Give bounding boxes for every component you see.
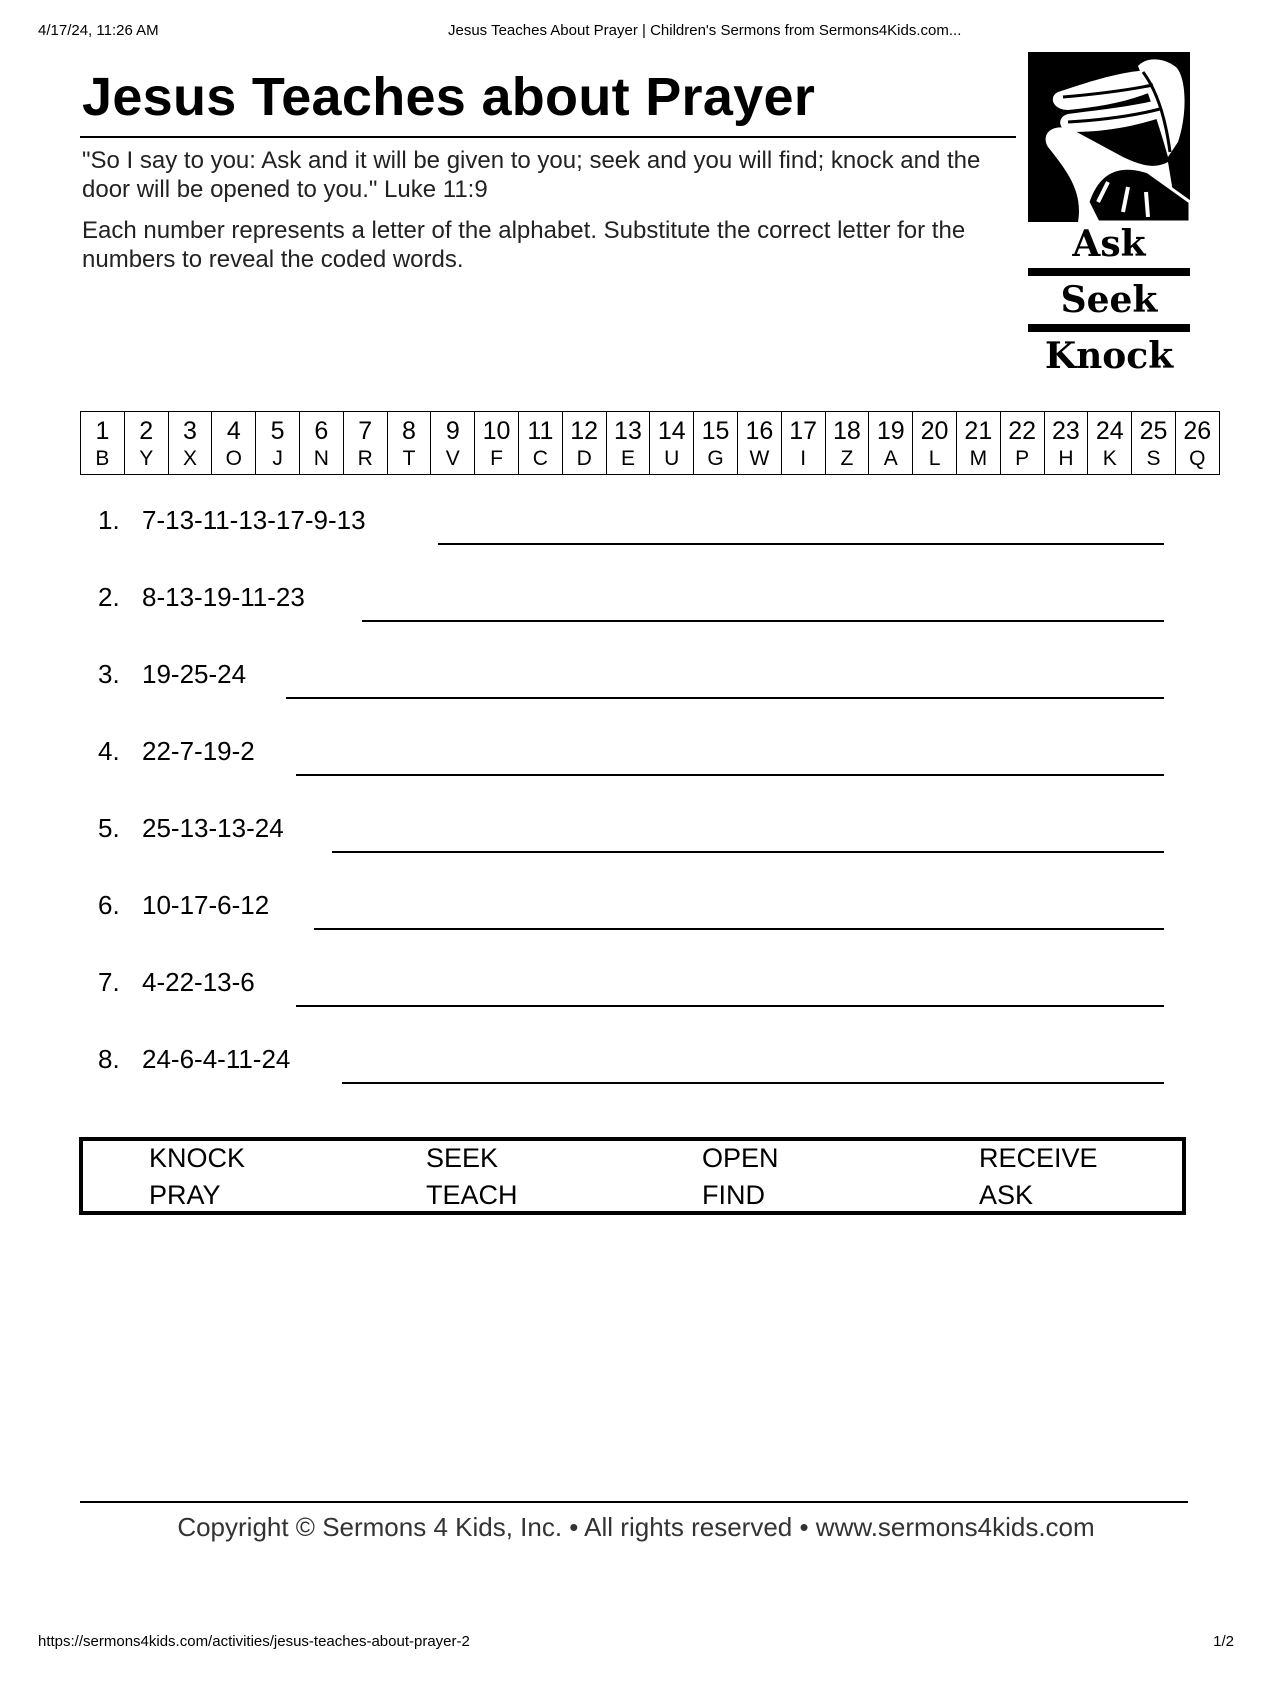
- cipher-letter: Y: [139, 447, 154, 470]
- cipher-cell: [475, 412, 519, 475]
- cipher-number: 10: [482, 417, 511, 445]
- copyright-notice: Copyright © Sermons 4 Kids, Inc. • All rights reserved • www.sermons4kids.com: [177, 1512, 1095, 1542]
- cipher-letter: G: [707, 447, 724, 470]
- cipher-number: 3: [183, 417, 197, 445]
- word-bank-item: FIND: [702, 1180, 765, 1210]
- puzzle-code: 25-13-13-24: [142, 813, 284, 843]
- cipher-letter: H: [1058, 447, 1074, 470]
- cipher-letter: O: [225, 447, 242, 470]
- puzzle-item: [98, 967, 1164, 1007]
- puzzle-code: 8-13-19-11-23: [142, 582, 305, 612]
- cipher-letter: C: [532, 447, 548, 470]
- cipher-cell: [81, 412, 125, 475]
- cipher-number: 2: [139, 417, 154, 445]
- cipher-cell: [737, 412, 781, 475]
- puzzle-item: [98, 1044, 1164, 1084]
- cipher-number: 18: [833, 417, 861, 445]
- cipher-number: 11: [527, 417, 554, 445]
- cipher-cell: [562, 412, 606, 475]
- puzzle-code: 22-7-19-2: [142, 736, 255, 766]
- puzzle-number: 7.: [98, 967, 120, 997]
- cipher-number: 19: [876, 417, 905, 445]
- puzzle-item: [98, 659, 1164, 699]
- cipher-number: 5: [270, 417, 285, 445]
- cipher-cell: [1000, 412, 1044, 475]
- title-divider: [80, 136, 1016, 138]
- puzzle-code: 10-17-6-12: [142, 890, 270, 920]
- puzzle-number: 4.: [98, 736, 120, 766]
- cipher-letter: X: [182, 447, 197, 470]
- print-page-title: Jesus Teaches About Prayer | Children's Sermons from Sermons4Kids.com...: [448, 22, 962, 39]
- cipher-cell: [913, 412, 957, 475]
- puzzle-number: 8.: [98, 1044, 120, 1074]
- logo-word-knock: Knock: [1044, 335, 1174, 377]
- cipher-number: 23: [1052, 417, 1080, 445]
- praying-hands-icon: [1028, 52, 1190, 222]
- puzzle-item: [98, 890, 1164, 930]
- puzzle-item: [98, 813, 1164, 853]
- cipher-letter: P: [1015, 447, 1030, 470]
- cipher-number: 4: [226, 417, 241, 445]
- cipher-letter: W: [749, 447, 770, 470]
- worksheet-title: Jesus Teaches about Prayer: [82, 67, 816, 127]
- cipher-number: 24: [1095, 417, 1124, 445]
- word-bank: [79, 1137, 1186, 1215]
- cipher-cell: [124, 412, 168, 475]
- cipher-letter: E: [620, 447, 635, 470]
- puzzle-code: 4-22-13-6: [142, 967, 255, 997]
- cipher-letter: R: [357, 447, 373, 470]
- cipher-letter: U: [664, 447, 680, 470]
- cipher-letter: N: [313, 447, 329, 470]
- cipher-number: 9: [445, 417, 460, 445]
- cipher-number: 17: [789, 417, 818, 445]
- print-datetime: 4/17/24, 11:26 AM: [38, 22, 159, 39]
- cipher-cell: [781, 412, 825, 475]
- cipher-number: 7: [358, 417, 373, 445]
- answer-line[interactable]: [314, 928, 1164, 930]
- word-bank-item: ASK: [979, 1180, 1034, 1210]
- cipher-letter: Z: [840, 447, 854, 470]
- logo-divider: [1028, 268, 1190, 276]
- answer-line[interactable]: [286, 697, 1164, 699]
- puzzle-code: 24-6-4-11-24: [142, 1044, 291, 1074]
- cipher-cell: [212, 412, 256, 475]
- word-bank-item: PRAY: [149, 1180, 221, 1210]
- logo-word-ask: Ask: [1072, 223, 1146, 265]
- cipher-key-table: [80, 411, 1220, 475]
- cipher-letter: L: [928, 447, 941, 470]
- cipher-letter: F: [490, 447, 503, 470]
- cipher-letter: T: [402, 447, 416, 470]
- cipher-letter: S: [1146, 447, 1161, 470]
- cipher-number: 6: [314, 417, 329, 445]
- cipher-cell: [606, 412, 650, 475]
- puzzle-code: 19-25-24: [142, 659, 247, 689]
- cipher-number: 8: [402, 417, 416, 445]
- cipher-number: 12: [570, 417, 599, 445]
- puzzle-item: [98, 736, 1164, 776]
- cipher-cell: [1132, 412, 1176, 475]
- cipher-cell: [869, 412, 913, 475]
- cipher-cell: [168, 412, 212, 475]
- cipher-cell: [343, 412, 387, 475]
- cipher-cell: [387, 412, 431, 475]
- cipher-cell: [825, 412, 869, 475]
- instructions: Each number represents a letter of the alphabet. Substitute the correct letter for the numbers to reveal the coded words.: [82, 217, 966, 273]
- print-footer: [38, 1633, 1234, 1653]
- cipher-number: 21: [964, 417, 993, 445]
- cipher-letter: Q: [1189, 447, 1206, 470]
- logo-word-seek: Seek: [1060, 279, 1158, 321]
- cipher-letter: I: [800, 447, 807, 470]
- cipher-cell: [1175, 412, 1219, 475]
- cipher-number: 14: [657, 417, 686, 445]
- cipher-cell: [694, 412, 738, 475]
- ask-seek-knock-logo: [1028, 52, 1190, 378]
- puzzle-number: 5.: [98, 813, 120, 843]
- word-bank-item: SEEK: [426, 1143, 499, 1173]
- cipher-letter: M: [969, 447, 988, 470]
- answer-line[interactable]: [296, 774, 1164, 776]
- cipher-letter: J: [272, 447, 283, 470]
- print-header: [38, 22, 1234, 42]
- answer-line[interactable]: [362, 620, 1164, 622]
- cipher-letter: A: [883, 447, 898, 470]
- cipher-cell: [518, 412, 562, 475]
- cipher-cell: [1088, 412, 1132, 475]
- puzzle-item: [98, 582, 1164, 622]
- puzzle-item: [98, 505, 1164, 545]
- puzzle-number: 3.: [98, 659, 120, 689]
- answer-line[interactable]: [438, 543, 1164, 545]
- cipher-cell: [299, 412, 343, 475]
- answer-line[interactable]: [332, 851, 1164, 853]
- cipher-number: 1: [95, 417, 110, 445]
- puzzle-number: 6.: [98, 890, 120, 920]
- cipher-number: 25: [1139, 417, 1168, 445]
- scripture-quote: "So I say to you: Ask and it will be given to you; seek and you will find; knock and the door will be opened to you." Luke 11:9: [82, 147, 981, 203]
- puzzle-number: 2.: [98, 582, 120, 612]
- answer-line[interactable]: [296, 1005, 1164, 1007]
- cipher-number: 13: [614, 417, 642, 445]
- cipher-number: 20: [920, 417, 949, 445]
- cipher-letter: V: [445, 447, 460, 470]
- cipher-number: 26: [1183, 417, 1212, 445]
- word-bank-item: OPEN: [702, 1143, 779, 1173]
- word-bank-item: KNOCK: [149, 1143, 246, 1173]
- cipher-cell: [431, 412, 475, 475]
- cipher-cell: [256, 412, 300, 475]
- puzzle-number: 1.: [98, 505, 120, 535]
- cipher-cell: [1044, 412, 1088, 475]
- word-bank-item: RECEIVE: [979, 1143, 1098, 1173]
- cipher-letter: K: [1102, 447, 1117, 470]
- word-bank-item: TEACH: [426, 1180, 518, 1210]
- puzzle-code: 7-13-11-13-17-9-13: [142, 505, 366, 535]
- copyright-divider: [80, 1501, 1188, 1503]
- logo-divider: [1028, 324, 1190, 332]
- cipher-letter: B: [95, 447, 110, 470]
- cipher-cell: [650, 412, 694, 475]
- cipher-cell: [956, 412, 1000, 475]
- answer-line[interactable]: [342, 1082, 1164, 1084]
- cipher-number: 22: [1008, 417, 1037, 445]
- print-page-number: 1/2: [1213, 1633, 1234, 1650]
- print-url: https://sermons4kids.com/activities/jesus-teaches-about-prayer-2: [38, 1633, 470, 1650]
- cipher-number: 16: [745, 417, 774, 445]
- cipher-letter: D: [576, 447, 592, 470]
- cipher-number: 15: [701, 417, 730, 445]
